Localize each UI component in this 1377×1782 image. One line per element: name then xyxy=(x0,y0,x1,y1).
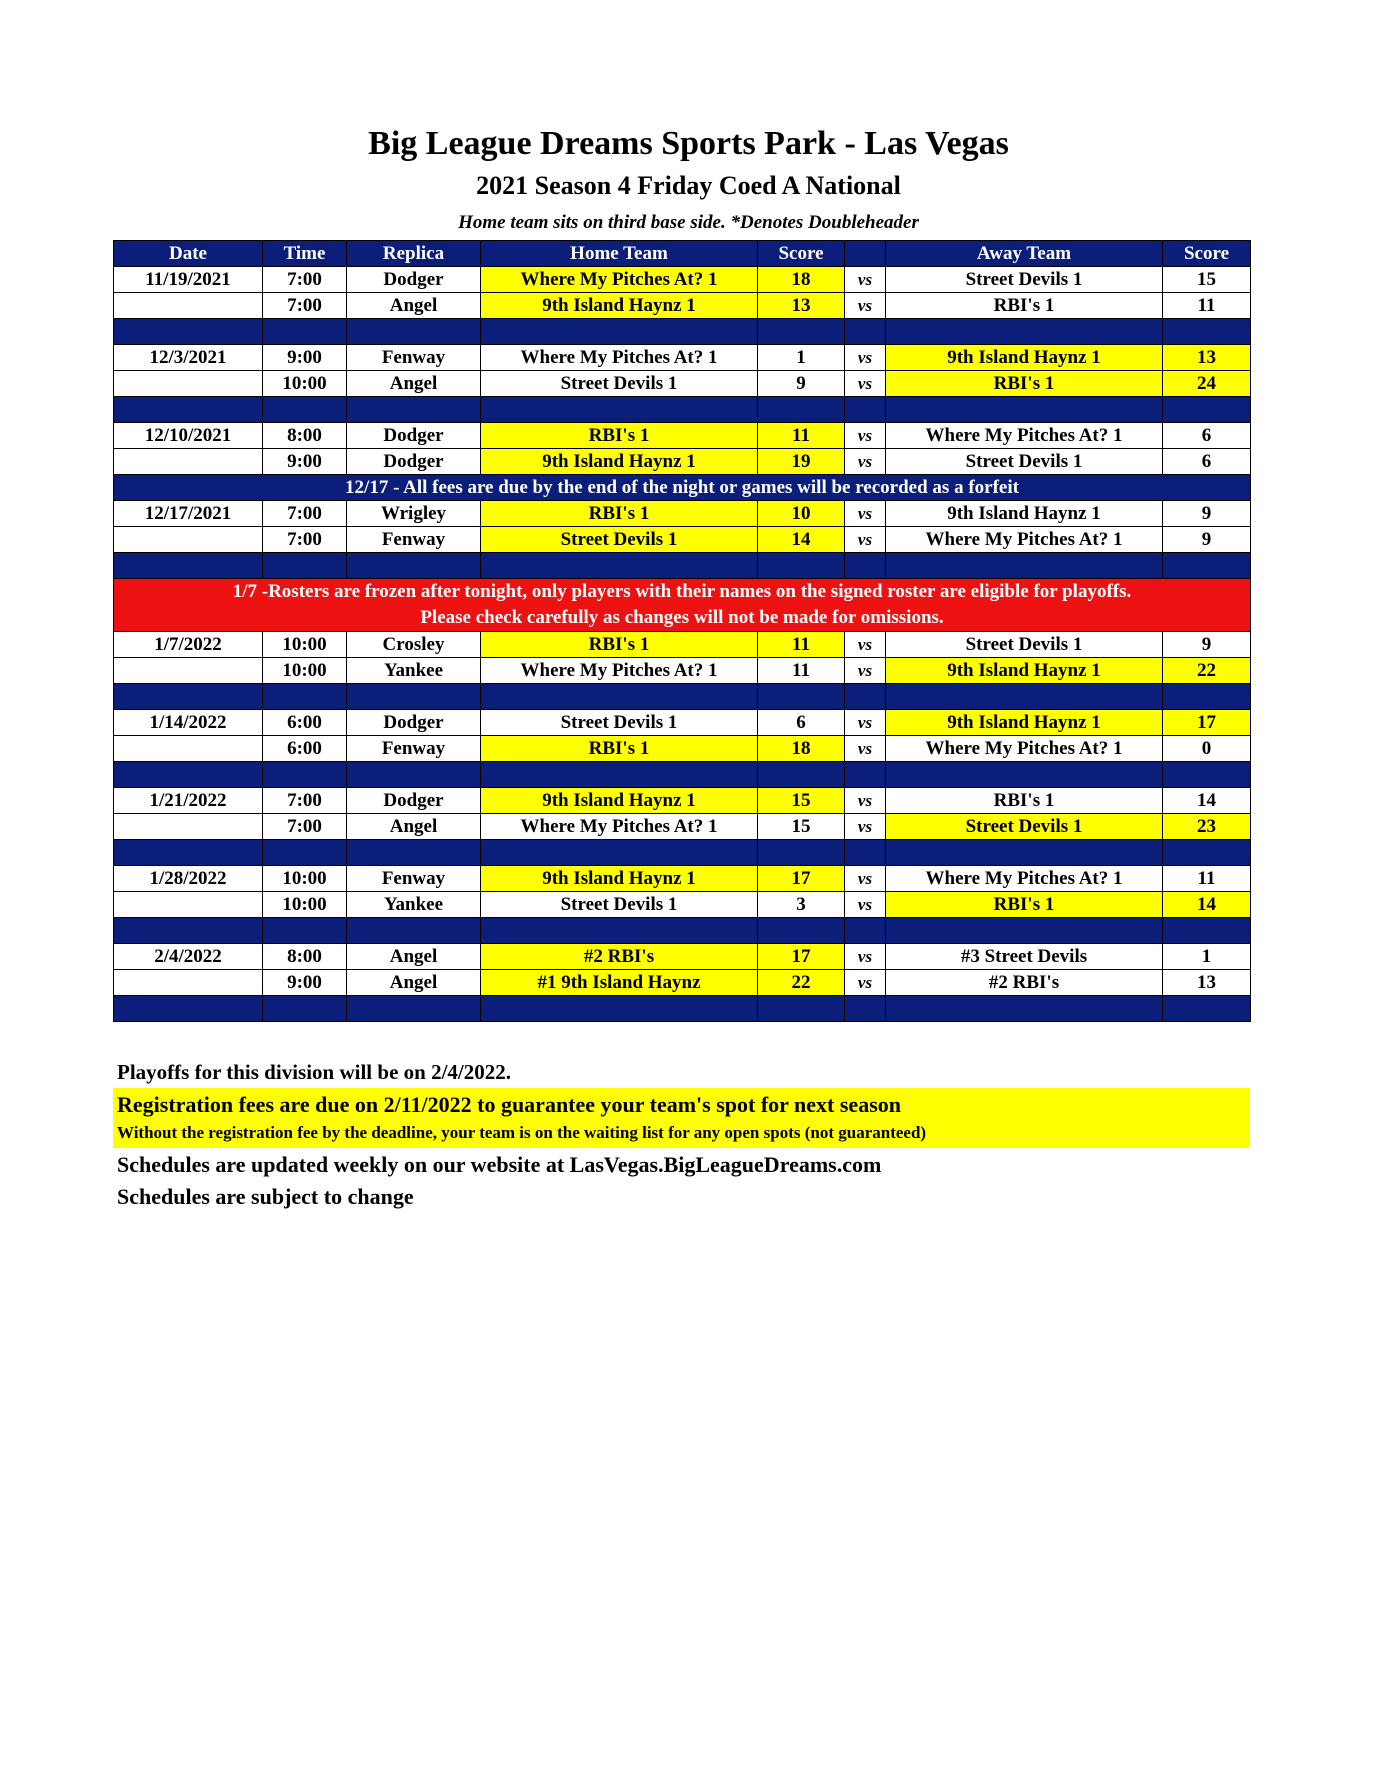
home-team: RBI's 1 xyxy=(481,501,758,527)
game-row xyxy=(114,866,1251,892)
divider-cell xyxy=(347,918,481,944)
home-score: 22 xyxy=(758,970,845,996)
home-score: 17 xyxy=(758,866,845,892)
divider-cell xyxy=(886,996,1163,1022)
away-score: 6 xyxy=(1163,423,1251,449)
game-time: 7:00 xyxy=(263,267,347,293)
game-row xyxy=(114,710,1251,736)
divider-cell xyxy=(263,397,347,423)
home-team: 9th Island Haynz 1 xyxy=(481,788,758,814)
game-time: 10:00 xyxy=(263,632,347,658)
game-field: Dodger xyxy=(347,423,481,449)
week-divider xyxy=(114,762,1251,788)
game-field: Angel xyxy=(347,944,481,970)
home-team: #2 RBI's xyxy=(481,944,758,970)
game-date xyxy=(114,293,263,319)
alert-line-2: Please check carefully as changes will not be made for omissions. xyxy=(420,607,944,628)
home-score: 3 xyxy=(758,892,845,918)
divider-cell xyxy=(347,553,481,579)
divider-cell xyxy=(845,840,886,866)
vs-label: vs xyxy=(845,345,886,371)
week-divider xyxy=(114,918,1251,944)
game-time: 10:00 xyxy=(263,892,347,918)
vs-label: vs xyxy=(845,788,886,814)
game-field: Angel xyxy=(347,293,481,319)
divider-cell xyxy=(114,840,263,866)
away-score: 17 xyxy=(1163,710,1251,736)
divider-cell xyxy=(114,996,263,1022)
game-row xyxy=(114,345,1251,371)
game-time: 10:00 xyxy=(263,658,347,684)
vs-label: vs xyxy=(845,632,886,658)
away-team: 9th Island Haynz 1 xyxy=(886,501,1163,527)
away-team: Street Devils 1 xyxy=(886,814,1163,840)
game-date: 12/3/2021 xyxy=(114,345,263,371)
divider-cell xyxy=(114,918,263,944)
game-row xyxy=(114,423,1251,449)
home-team: 9th Island Haynz 1 xyxy=(481,449,758,475)
game-date: 1/21/2022 xyxy=(114,788,263,814)
game-date: 11/19/2021 xyxy=(114,267,263,293)
away-score: 1 xyxy=(1163,944,1251,970)
page-subtitle: 2021 Season 4 Friday Coed A National xyxy=(476,171,901,200)
game-date xyxy=(114,970,263,996)
page-title: Big League Dreams Sports Park - Las Vegas xyxy=(368,125,1009,162)
away-team: 9th Island Haynz 1 xyxy=(886,710,1163,736)
home-team: RBI's 1 xyxy=(481,423,758,449)
vs-label: vs xyxy=(845,293,886,319)
home-team: Where My Pitches At? 1 xyxy=(481,658,758,684)
divider-cell xyxy=(114,684,263,710)
away-team: RBI's 1 xyxy=(886,371,1163,397)
home-score: 15 xyxy=(758,814,845,840)
away-score: 11 xyxy=(1163,866,1251,892)
divider-cell xyxy=(886,319,1163,345)
game-field: Wrigley xyxy=(347,501,481,527)
away-team: Street Devils 1 xyxy=(886,449,1163,475)
home-score: 17 xyxy=(758,944,845,970)
game-time: 8:00 xyxy=(263,944,347,970)
home-score: 11 xyxy=(758,423,845,449)
divider-cell xyxy=(758,996,845,1022)
divider-cell xyxy=(886,684,1163,710)
away-team: Where My Pitches At? 1 xyxy=(886,423,1163,449)
game-time: 7:00 xyxy=(263,293,347,319)
home-team: 9th Island Haynz 1 xyxy=(481,866,758,892)
divider-cell xyxy=(481,319,758,345)
home-team: 9th Island Haynz 1 xyxy=(481,293,758,319)
home-team: Street Devils 1 xyxy=(481,892,758,918)
divider-cell xyxy=(1163,996,1251,1022)
registration-detail: Without the registration fee by the deadline, your team is on the waiting list for any open spots (not guaranteed) xyxy=(117,1123,927,1142)
game-field: Dodger xyxy=(347,267,481,293)
game-field: Crosley xyxy=(347,632,481,658)
divider-cell xyxy=(347,840,481,866)
game-field: Fenway xyxy=(347,866,481,892)
game-date xyxy=(114,658,263,684)
home-score: 10 xyxy=(758,501,845,527)
divider-cell xyxy=(758,762,845,788)
divider-cell xyxy=(263,553,347,579)
home-score: 6 xyxy=(758,710,845,736)
divider-cell xyxy=(481,684,758,710)
divider-cell xyxy=(347,319,481,345)
divider-cell xyxy=(886,840,1163,866)
game-row xyxy=(114,736,1251,762)
change-note: Schedules are subject to change xyxy=(117,1184,414,1209)
vs-label: vs xyxy=(845,527,886,553)
game-row xyxy=(114,293,1251,319)
game-field: Yankee xyxy=(347,892,481,918)
home-score: 1 xyxy=(758,345,845,371)
divider-cell xyxy=(263,762,347,788)
week-divider xyxy=(114,684,1251,710)
divider-cell xyxy=(347,762,481,788)
home-team: RBI's 1 xyxy=(481,736,758,762)
home-team: Where My Pitches At? 1 xyxy=(481,814,758,840)
divider-cell xyxy=(758,553,845,579)
col-date: Date xyxy=(114,241,263,267)
schedule-table xyxy=(113,240,1251,1022)
away-team: Where My Pitches At? 1 xyxy=(886,527,1163,553)
game-time: 9:00 xyxy=(263,449,347,475)
away-team: RBI's 1 xyxy=(886,293,1163,319)
divider-cell xyxy=(1163,918,1251,944)
home-score: 15 xyxy=(758,788,845,814)
vs-label: vs xyxy=(845,892,886,918)
divider-cell xyxy=(481,553,758,579)
away-team: Where My Pitches At? 1 xyxy=(886,866,1163,892)
home-team: Where My Pitches At? 1 xyxy=(481,267,758,293)
away-score: 13 xyxy=(1163,970,1251,996)
divider-cell xyxy=(845,918,886,944)
game-field: Dodger xyxy=(347,710,481,736)
away-score: 9 xyxy=(1163,501,1251,527)
game-time: 7:00 xyxy=(263,814,347,840)
game-time: 10:00 xyxy=(263,371,347,397)
divider-cell xyxy=(758,397,845,423)
divider-cell xyxy=(845,553,886,579)
game-row xyxy=(114,658,1251,684)
home-score: 11 xyxy=(758,658,845,684)
game-time: 6:00 xyxy=(263,710,347,736)
game-field: Angel xyxy=(347,970,481,996)
game-time: 7:00 xyxy=(263,501,347,527)
divider-cell xyxy=(758,319,845,345)
vs-label: vs xyxy=(845,449,886,475)
away-score: 14 xyxy=(1163,788,1251,814)
game-field: Angel xyxy=(347,371,481,397)
divider-cell xyxy=(114,553,263,579)
away-score: 6 xyxy=(1163,449,1251,475)
vs-label: vs xyxy=(845,814,886,840)
vs-label: vs xyxy=(845,658,886,684)
away-score: 0 xyxy=(1163,736,1251,762)
registration-note: Registration fees are due on 2/11/2022 to guarantee your team's spot for next season xyxy=(117,1092,901,1117)
game-time: 9:00 xyxy=(263,970,347,996)
playoffs-note: Playoffs for this division will be on 2/4/2022. xyxy=(117,1060,511,1084)
alert-row xyxy=(114,579,1251,632)
away-team: RBI's 1 xyxy=(886,892,1163,918)
divider-cell xyxy=(845,397,886,423)
col-home-score: Score xyxy=(758,241,845,267)
away-team: Street Devils 1 xyxy=(886,267,1163,293)
divider-cell xyxy=(886,397,1163,423)
vs-label: vs xyxy=(845,736,886,762)
schedule-note: Home team sits on third base side. *Denotes Doubleheader xyxy=(458,212,919,233)
game-field: Angel xyxy=(347,814,481,840)
game-time: 6:00 xyxy=(263,736,347,762)
divider-cell xyxy=(347,684,481,710)
game-row xyxy=(114,788,1251,814)
notice-text: 12/17 - All fees are due by the end of the night or games will be recorded as a forfeit xyxy=(114,475,1251,501)
game-time: 7:00 xyxy=(263,527,347,553)
vs-label: vs xyxy=(845,371,886,397)
vs-label: vs xyxy=(845,944,886,970)
away-team: #2 RBI's xyxy=(886,970,1163,996)
game-date: 1/7/2022 xyxy=(114,632,263,658)
game-row xyxy=(114,892,1251,918)
game-date: 1/28/2022 xyxy=(114,866,263,892)
game-date xyxy=(114,527,263,553)
game-date: 12/17/2021 xyxy=(114,501,263,527)
week-divider xyxy=(114,397,1251,423)
home-score: 13 xyxy=(758,293,845,319)
week-divider xyxy=(114,553,1251,579)
divider-cell xyxy=(114,762,263,788)
away-team: Where My Pitches At? 1 xyxy=(886,736,1163,762)
game-row xyxy=(114,970,1251,996)
col-vs xyxy=(845,241,886,267)
divider-cell xyxy=(263,840,347,866)
col-away-score: Score xyxy=(1163,241,1251,267)
away-score: 23 xyxy=(1163,814,1251,840)
divider-cell xyxy=(845,762,886,788)
game-row xyxy=(114,814,1251,840)
game-field: Yankee xyxy=(347,658,481,684)
game-time: 7:00 xyxy=(263,788,347,814)
home-score: 18 xyxy=(758,267,845,293)
divider-cell xyxy=(263,996,347,1022)
vs-label: vs xyxy=(845,501,886,527)
col-home-team: Home Team xyxy=(481,241,758,267)
away-team: 9th Island Haynz 1 xyxy=(886,658,1163,684)
divider-cell xyxy=(114,319,263,345)
game-date xyxy=(114,814,263,840)
away-score: 22 xyxy=(1163,658,1251,684)
game-date xyxy=(114,892,263,918)
game-date xyxy=(114,736,263,762)
divider-cell xyxy=(1163,553,1251,579)
home-score: 18 xyxy=(758,736,845,762)
away-score: 24 xyxy=(1163,371,1251,397)
game-field: Fenway xyxy=(347,527,481,553)
game-date: 12/10/2021 xyxy=(114,423,263,449)
home-score: 19 xyxy=(758,449,845,475)
game-row xyxy=(114,944,1251,970)
home-team: Where My Pitches At? 1 xyxy=(481,345,758,371)
vs-label: vs xyxy=(845,423,886,449)
divider-cell xyxy=(886,553,1163,579)
game-row xyxy=(114,632,1251,658)
game-field: Dodger xyxy=(347,449,481,475)
away-team: 9th Island Haynz 1 xyxy=(886,345,1163,371)
vs-label: vs xyxy=(845,710,886,736)
divider-cell xyxy=(1163,397,1251,423)
away-score: 9 xyxy=(1163,632,1251,658)
divider-cell xyxy=(263,918,347,944)
home-team: Street Devils 1 xyxy=(481,710,758,736)
away-score: 13 xyxy=(1163,345,1251,371)
divider-cell xyxy=(481,996,758,1022)
header-row xyxy=(114,241,1251,267)
home-score: 9 xyxy=(758,371,845,397)
home-team: Street Devils 1 xyxy=(481,527,758,553)
game-time: 10:00 xyxy=(263,866,347,892)
divider-cell xyxy=(758,918,845,944)
alert-message xyxy=(114,579,1251,632)
website-note: Schedules are updated weekly on our website at LasVegas.BigLeagueDreams.com xyxy=(117,1152,882,1177)
divider-cell xyxy=(758,684,845,710)
away-score: 11 xyxy=(1163,293,1251,319)
divider-cell xyxy=(347,996,481,1022)
col-away-team: Away Team xyxy=(886,241,1163,267)
away-score: 15 xyxy=(1163,267,1251,293)
game-date: 2/4/2022 xyxy=(114,944,263,970)
col-replica: Replica xyxy=(347,241,481,267)
vs-label: vs xyxy=(845,866,886,892)
home-score: 11 xyxy=(758,632,845,658)
schedule-body xyxy=(114,267,1251,1022)
game-row xyxy=(114,527,1251,553)
divider-cell xyxy=(481,762,758,788)
away-score: 9 xyxy=(1163,527,1251,553)
game-row xyxy=(114,501,1251,527)
week-divider xyxy=(114,996,1251,1022)
divider-cell xyxy=(114,397,263,423)
away-team: RBI's 1 xyxy=(886,788,1163,814)
divider-cell xyxy=(1163,684,1251,710)
away-score: 14 xyxy=(1163,892,1251,918)
alert-line-1: 1/7 -Rosters are frozen after tonight, only players with their names on the signed roster are eligible for playoffs. xyxy=(232,581,1132,602)
home-team: Street Devils 1 xyxy=(481,371,758,397)
divider-cell xyxy=(1163,319,1251,345)
divider-cell xyxy=(886,918,1163,944)
week-divider xyxy=(114,840,1251,866)
game-row xyxy=(114,371,1251,397)
divider-cell xyxy=(845,684,886,710)
game-date xyxy=(114,449,263,475)
divider-cell xyxy=(845,996,886,1022)
divider-cell xyxy=(481,397,758,423)
game-time: 8:00 xyxy=(263,423,347,449)
away-team: #3 Street Devils xyxy=(886,944,1163,970)
game-date: 1/14/2022 xyxy=(114,710,263,736)
divider-cell xyxy=(845,319,886,345)
notice-row xyxy=(114,475,1251,501)
divider-cell xyxy=(1163,762,1251,788)
divider-cell xyxy=(886,762,1163,788)
game-row xyxy=(114,449,1251,475)
divider-cell xyxy=(347,397,481,423)
vs-label: vs xyxy=(845,970,886,996)
divider-cell xyxy=(481,918,758,944)
game-field: Fenway xyxy=(347,345,481,371)
divider-cell xyxy=(263,319,347,345)
week-divider xyxy=(114,319,1251,345)
game-field: Dodger xyxy=(347,788,481,814)
game-row xyxy=(114,267,1251,293)
divider-cell xyxy=(758,840,845,866)
col-time: Time xyxy=(263,241,347,267)
vs-label: vs xyxy=(845,267,886,293)
away-team: Street Devils 1 xyxy=(886,632,1163,658)
divider-cell xyxy=(481,840,758,866)
game-date xyxy=(114,371,263,397)
divider-cell xyxy=(263,684,347,710)
home-team: #1 9th Island Haynz xyxy=(481,970,758,996)
game-field: Fenway xyxy=(347,736,481,762)
divider-cell xyxy=(1163,840,1251,866)
home-team: RBI's 1 xyxy=(481,632,758,658)
home-score: 14 xyxy=(758,527,845,553)
game-time: 9:00 xyxy=(263,345,347,371)
